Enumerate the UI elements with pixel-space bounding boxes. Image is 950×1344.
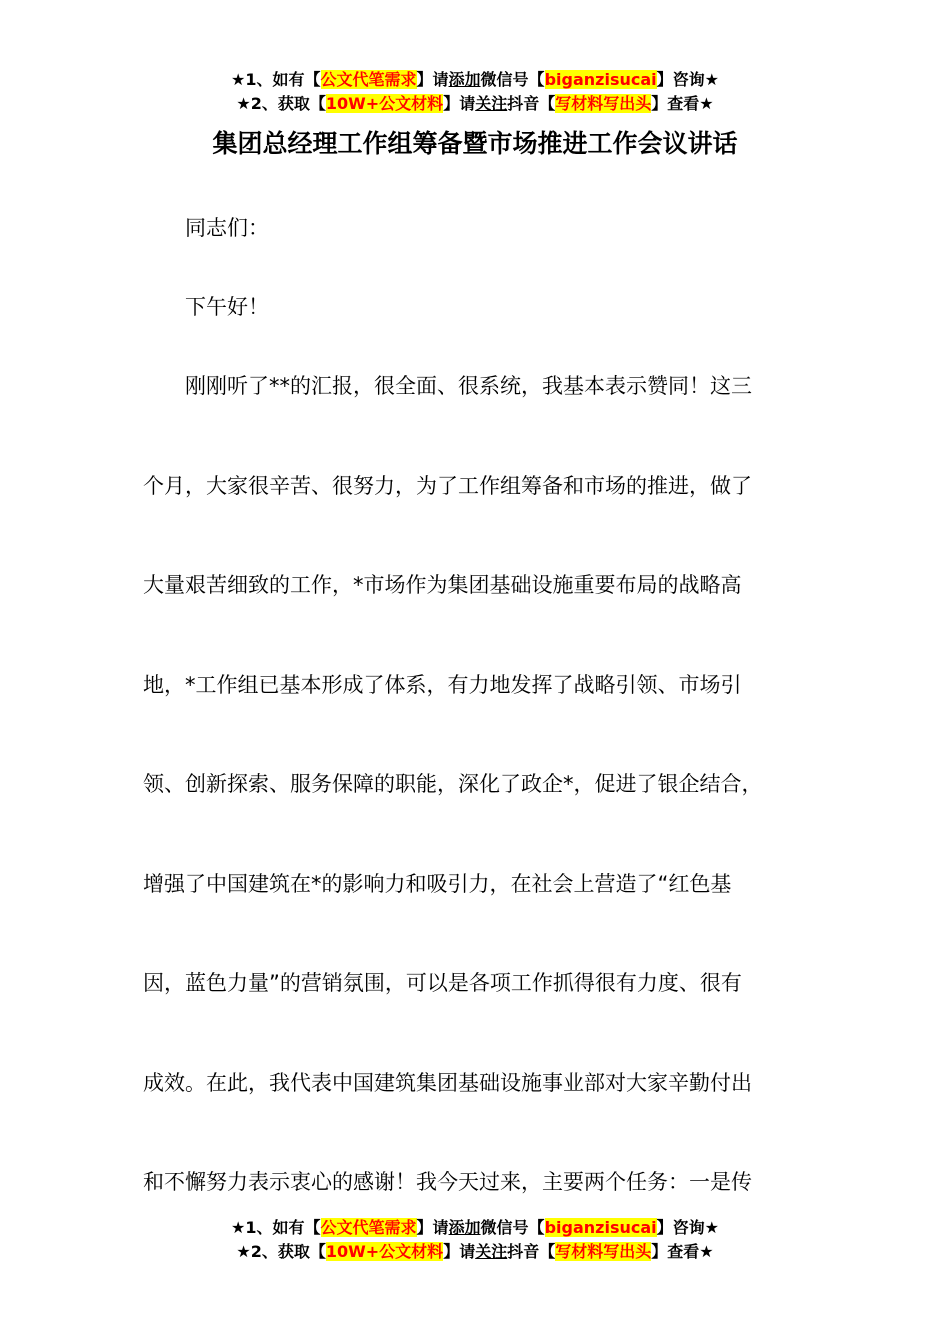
promo-text: 抖音【 xyxy=(507,1242,556,1261)
paragraph-line: 增强了中国建筑在*的影响力和吸引力，在社会上营造了“红色基 xyxy=(143,872,732,896)
douyin-name: 写材料写出头 xyxy=(555,94,652,113)
promo-text: 】请 xyxy=(443,1242,476,1261)
underlined-text: 关注 xyxy=(475,94,508,113)
highlight-text: 10W+公文材料 xyxy=(325,1242,444,1261)
paragraph-line: 地，*工作组已基本形成了体系，有力地发挥了战略引领、市场引 xyxy=(143,673,742,697)
paragraph-line: 下午好！ xyxy=(143,295,269,319)
highlight-text: 公文代笔需求 xyxy=(320,1218,417,1237)
promo-text: ★1、如有【 xyxy=(231,1218,321,1237)
promo-line-2 xyxy=(0,1240,950,1264)
footer-promo-banner xyxy=(0,1216,950,1264)
promo-text: ★2、获取【 xyxy=(236,1242,326,1261)
promo-text: 】查看★ xyxy=(651,1242,714,1261)
promo-text: ★2、获取【 xyxy=(236,94,326,113)
paragraph-line: 刚刚听了**的汇报，很全面、很系统，我基本表示赞同！这三 xyxy=(143,374,752,398)
douyin-name: 写材料写出头 xyxy=(555,1242,652,1261)
paragraph-line: 领、创新探索、服务保障的职能，深化了政企*，促进了银企结合， xyxy=(143,772,763,796)
highlight-text: 10W+公文材料 xyxy=(325,94,444,113)
promo-text: 】咨询★ xyxy=(656,1218,719,1237)
paragraph-line: 成效。在此，我代表中国建筑集团基础设施事业部对大家辛勤付出 xyxy=(143,1071,752,1095)
promo-line-2 xyxy=(0,92,950,116)
wechat-id: biganzisucai xyxy=(544,70,657,89)
promo-line-1 xyxy=(0,68,950,92)
document-title: 集团总经理工作组筹备暨市场推进工作会议讲话 xyxy=(212,129,738,158)
underlined-text: 添加 xyxy=(448,70,481,89)
paragraph-line: 个月，大家很辛苦、很努力，为了工作组筹备和市场的推进，做了 xyxy=(143,474,752,498)
paragraph-line: 大量艰苦细致的工作，*市场作为集团基础设施重要布局的战略高 xyxy=(143,573,742,597)
promo-line-1 xyxy=(0,1216,950,1240)
promo-text: 】请 xyxy=(416,1218,449,1237)
promo-text: 抖音【 xyxy=(507,94,556,113)
header-promo-banner xyxy=(0,68,950,116)
paragraph-line: 同志们： xyxy=(143,216,269,240)
promo-text: ★1、如有【 xyxy=(231,70,321,89)
promo-text: 】查看★ xyxy=(651,94,714,113)
promo-text: 微信号【 xyxy=(480,1218,545,1237)
underlined-text: 添加 xyxy=(448,1218,481,1237)
promo-text: 】请 xyxy=(416,70,449,89)
highlight-text: 公文代笔需求 xyxy=(320,70,417,89)
wechat-id: biganzisucai xyxy=(544,1218,657,1237)
paragraph-line: 和不懈努力表示衷心的感谢！我今天过来，主要两个任务：一是传 xyxy=(143,1170,752,1194)
promo-text: 】请 xyxy=(443,94,476,113)
promo-text: 】咨询★ xyxy=(656,70,719,89)
promo-text: 微信号【 xyxy=(480,70,545,89)
paragraph-line: 因，蓝色力量”的营销氛围，可以是各项工作抓得很有力度、很有 xyxy=(143,971,742,995)
underlined-text: 关注 xyxy=(475,1242,508,1261)
